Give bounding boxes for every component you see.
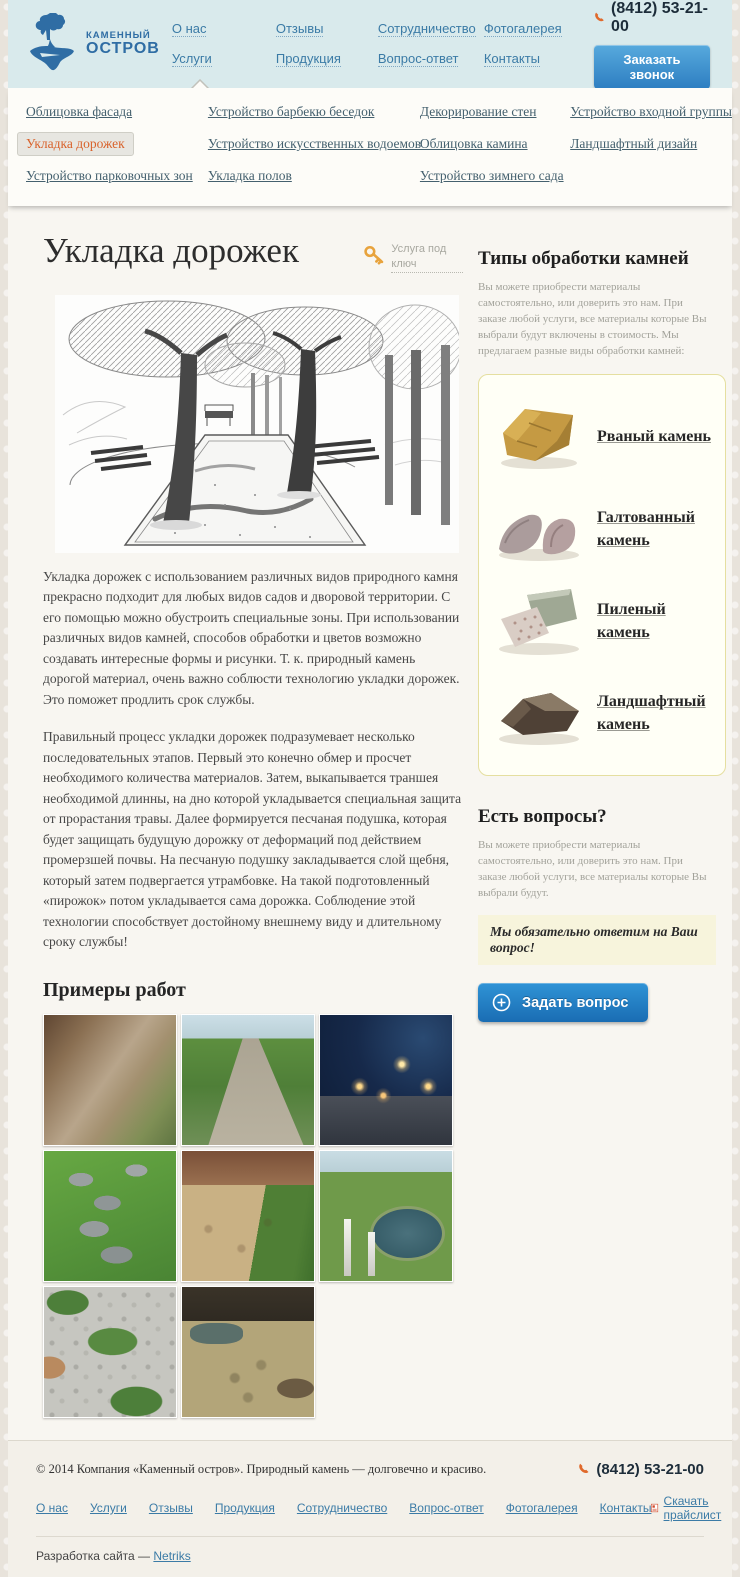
submenu-column-3	[420, 104, 570, 200]
alley-sketch-image	[55, 295, 459, 553]
nav-products[interactable]: Продукция	[275, 51, 341, 66]
footer-nav-photogallery[interactable]: Фотогалерея	[505, 1500, 578, 1515]
submenu-entrance-group[interactable]: Устройство входной группы	[570, 104, 732, 119]
gallery-photo-8[interactable]	[181, 1286, 315, 1418]
page-title: Укладка дорожек	[43, 231, 299, 270]
key-icon	[363, 242, 385, 268]
nav-about[interactable]: О нас	[171, 21, 207, 36]
footer-nav	[36, 1501, 651, 1515]
turnkey-label: Услуга под ключ	[391, 242, 463, 273]
submenu-landscape-design[interactable]: Ландшафтный дизайн	[570, 136, 698, 151]
nav-contacts[interactable]: Контакты	[483, 51, 540, 66]
stone-item-sawn	[493, 585, 711, 657]
bonsai-island-icon	[26, 13, 78, 75]
site-footer	[8, 1440, 732, 1577]
plus-circle-icon	[492, 993, 511, 1012]
logo-line2: ОСТРОВ	[86, 39, 160, 57]
gallery-photo-2[interactable]	[181, 1014, 315, 1146]
sawn-stone-image	[493, 585, 585, 657]
footer-phone-number: (8412) 53-21-00	[596, 1460, 704, 1478]
credits-prefix: Разработка сайта —	[36, 1548, 154, 1563]
main-content	[8, 206, 732, 1418]
stone-item-landscape	[493, 677, 711, 749]
logo-text	[86, 31, 160, 58]
stone-item-ragged	[493, 401, 711, 473]
header-phone	[594, 0, 710, 36]
footer-phone	[578, 1461, 704, 1478]
questions-highlight: Мы обязательно ответим на Ваш вопрос!	[478, 915, 716, 965]
nav-faq[interactable]: Вопрос-ответ	[377, 51, 459, 66]
submenu-path-laying-active[interactable]: Укладка дорожек	[17, 132, 134, 156]
turnkey-service-link[interactable]	[363, 242, 463, 273]
submenu-winter-garden[interactable]: Устройство зимнего сада	[419, 168, 564, 183]
submenu-column-4	[570, 104, 732, 200]
order-call-button[interactable]: Заказать звонок	[594, 45, 710, 89]
gallery-title: Примеры работ	[43, 978, 186, 1001]
submenu-fireplace[interactable]: Облицовка камина	[419, 136, 528, 151]
site-header	[8, 0, 732, 88]
nav-reviews[interactable]: Отзывы	[275, 21, 324, 36]
pricelist-download[interactable]	[651, 1494, 726, 1522]
footer-nav-contacts[interactable]: Контакты	[599, 1500, 652, 1515]
stone-types-box	[478, 374, 726, 776]
questions-text: Вы можете приобрести материалы самостоятельно, или доверить это нам. При заказе любой услуги, все материалы которые Вы выбрали будут.	[478, 838, 707, 899]
footer-nav-products[interactable]: Продукция	[214, 1500, 275, 1515]
logo-line1: КАМЕННЫЙ	[86, 29, 151, 41]
stone-item-tumbled	[493, 493, 711, 565]
gallery-photo-4[interactable]	[43, 1150, 177, 1282]
footer-nav-reviews[interactable]: Отзывы	[148, 1500, 193, 1515]
submenu-column-2	[208, 104, 420, 200]
header-right	[594, 0, 710, 89]
stone-link-landscape[interactable]: Ландшафтный камень	[597, 692, 706, 733]
submenu-column-1	[26, 104, 208, 200]
article-paragraph-1: Укладка дорожек с использованием различных видов природного камня прекрасно подходит для любых видов садов и дворовой территории. С его помощью можно обустроить специальные зоны. При использовании различных видов камней, способов обработки и цветов возможно создавать интересные формы и рисунки. Т. к. природный камень дорогой материал, очень важно соблюсти технологию укладки дорожек. Это поможет продлить срок службы.	[43, 568, 460, 707]
submenu-wall-decor[interactable]: Декорирование стен	[419, 104, 537, 119]
page	[8, 0, 732, 1577]
questions-block	[478, 806, 728, 1023]
submenu-barbecue[interactable]: Устройство барбекю беседок	[207, 104, 375, 119]
gallery-photo-1[interactable]	[43, 1014, 177, 1146]
stone-link-sawn[interactable]: Пиленый камень	[597, 600, 666, 641]
copyright: © 2014 Компания «Каменный остров». Природный камень — долговечно и красиво.	[36, 1461, 487, 1476]
submenu-floors[interactable]: Укладка полов	[207, 168, 292, 183]
footer-nav-services[interactable]: Услуги	[89, 1500, 127, 1515]
nav-cooperation[interactable]: Сотрудничество	[377, 21, 476, 36]
stone-link-tumbled[interactable]: Галтованный камень	[597, 508, 695, 549]
submenu-facade-cladding[interactable]: Облицовка фасада	[26, 104, 133, 119]
gallery-photo-7[interactable]	[43, 1286, 177, 1418]
phone-handset-icon	[594, 11, 605, 24]
credits-link[interactable]: Netriks	[153, 1548, 191, 1563]
tumbled-stone-image	[493, 493, 585, 565]
stone-types-intro: Вы можете приобрести материалы самостоятельно, или доверить это нам. При заказе любой услуги, все материалы которые Вы выбрали будут включены в стоимость. Мы предлагаем разные виды обработки камней:	[478, 281, 707, 357]
nav-services[interactable]: Услуги	[171, 51, 212, 66]
credits	[36, 1536, 704, 1563]
landscape-stone-image	[493, 677, 585, 749]
questions-title: Есть вопросы?	[478, 805, 607, 827]
nav-photogallery[interactable]: Фотогалерея	[483, 21, 562, 36]
pricelist-document-icon	[651, 1501, 658, 1515]
phone-handset-icon	[578, 1463, 590, 1475]
ask-question-label: Задать вопрос	[522, 994, 629, 1011]
footer-nav-cooperation[interactable]: Сотрудничество	[296, 1500, 388, 1515]
sidebar	[478, 232, 728, 1418]
footer-nav-faq[interactable]: Вопрос-ответ	[409, 1500, 484, 1515]
article-paragraph-2: Правильный процесс укладки дорожек подразумевает несколько последовательных этапов. Первый это конечно обмер и просчет необходимого количества материалов. Затем, выкапывается траншея необходимой длинны, на дно которой укладывается специальная защита от прорастания травы. Далее формируется песчаная подушка, которая будет защищать будущую дорожку от деформаций под действием промерзшей почвы. На песчаную подушку закладывается слой щебня, который затем подвергается утрамбовке. На такой подготовленный «пирожок» потом укладывается сама дорожка. Соблюдение этой технологии способствует достойному внешнему виду и длительному сроку службы!	[43, 729, 462, 950]
stone-link-ragged[interactable]: Рваный камень	[597, 428, 711, 446]
submenu-ponds[interactable]: Устройство искусственных водоемов	[207, 136, 422, 151]
stone-types-title: Типы обработки камней	[478, 248, 689, 269]
article-column	[43, 232, 463, 1418]
main-nav	[172, 17, 594, 71]
ragged-stone-image	[493, 401, 585, 473]
header-phone-number: (8412) 53-21-00	[611, 0, 708, 35]
works-gallery	[43, 1014, 463, 1418]
ask-question-button[interactable]	[478, 983, 648, 1022]
gallery-photo-6[interactable]	[319, 1150, 453, 1282]
pricelist-link[interactable]: Скачать прайслист	[663, 1493, 722, 1522]
gallery-photo-5[interactable]	[181, 1150, 315, 1282]
footer-nav-about[interactable]: О нас	[36, 1500, 68, 1515]
logo[interactable]	[26, 13, 160, 75]
submenu-parking-zones[interactable]: Устройство парковочных зон	[26, 168, 193, 183]
services-submenu	[8, 88, 732, 206]
gallery-photo-3[interactable]	[319, 1014, 453, 1146]
